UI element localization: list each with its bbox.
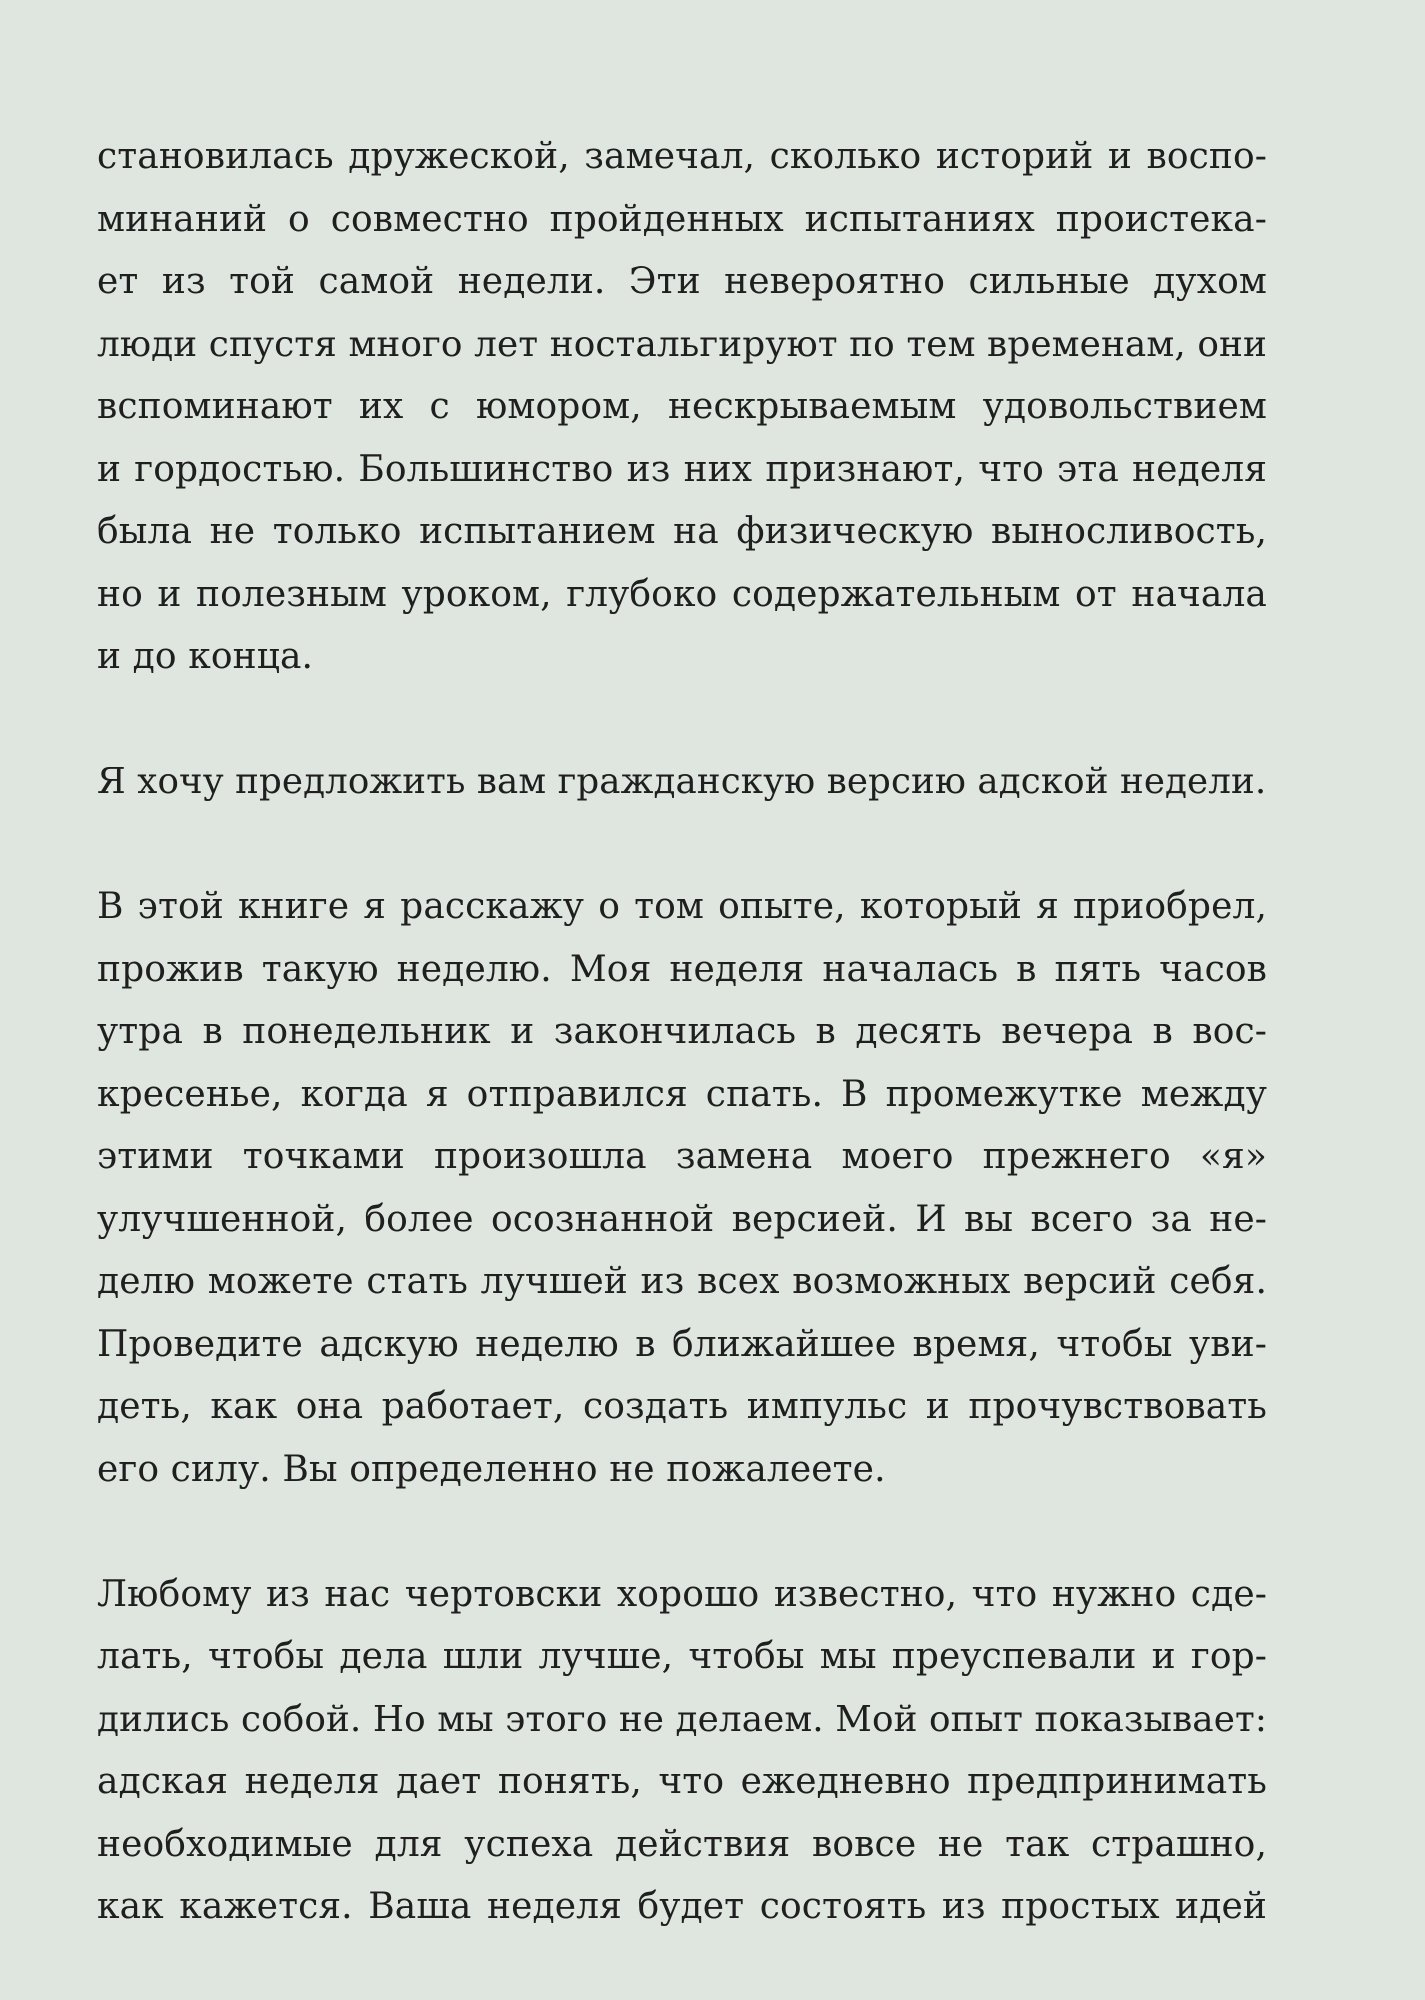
text-line: Я хочу предложить вам гражданскую версию адской недели. <box>97 761 1267 802</box>
body-text <box>97 126 1267 1939</box>
text-line: улучшенной, более осознанной версией. И вы всего за не- <box>97 1198 1267 1240</box>
text-line: утра в понедельник и закончилась в десять вечера в вос- <box>97 1011 1267 1052</box>
text-line: дились собой. Но мы этого не делаем. Мой опыт показывает: <box>97 1698 1267 1740</box>
text-line: необходимые для успеха действия вовсе не так страшно, <box>97 1823 1267 1865</box>
text-line: Проведите адскую неделю в ближайшее время, чтобы уви- <box>97 1323 1267 1365</box>
text-line: адская неделя дает понять, что ежедневно предпринимать <box>97 1761 1267 1802</box>
paragraph-1 <box>97 126 1267 689</box>
text-line: прожив такую неделю. Моя неделя началась в пять часов <box>97 948 1267 990</box>
text-line: ет из той самой недели. Эти невероятно сильные духом <box>97 261 1267 302</box>
text-line: В этой книге я расскажу о том опыте, который я приобрел, <box>97 886 1267 927</box>
paragraph-3 <box>97 876 1267 1501</box>
text-line: была не только испытанием на физическую выносливость, <box>97 511 1267 552</box>
text-line: этими точками произошла замена моего прежнего «я» <box>97 1136 1267 1177</box>
text-line: лать, чтобы дела шли лучше, чтобы мы преуспевали и гор- <box>97 1636 1267 1677</box>
text-line: деть, как она работает, создать импульс и прочувствовать <box>97 1386 1267 1427</box>
text-line: но и полезным уроком, глубоко содержательным от начала <box>97 573 1267 615</box>
text-line: делю можете стать лучшей из всех возможных версий себя. <box>97 1261 1267 1302</box>
text-line: вспоминают их с юмором, нескрываемым удовольствием <box>97 386 1267 427</box>
paragraph-4 <box>97 1564 1267 1939</box>
paragraph-spacer <box>97 689 1267 752</box>
text-line: минаний о совместно пройденных испытаниях проистека- <box>97 198 1267 240</box>
text-line: как кажется. Ваша неделя будет состоять из простых идей <box>97 1886 1267 1927</box>
text-line: кресенье, когда я отправился спать. В промежутке между <box>97 1073 1267 1115</box>
paragraph-2 <box>97 751 1267 814</box>
paragraph-spacer <box>97 1501 1267 1564</box>
text-line: его силу. Вы определенно не пожалеете. <box>97 1448 886 1490</box>
text-line: и до конца. <box>97 636 314 677</box>
text-line: и гордостью. Большинство из них признают, что эта неделя <box>97 448 1267 490</box>
text-line: становилась дружеской, замечал, сколько историй и воспо- <box>97 136 1267 177</box>
text-line: Любому из нас чертовски хорошо известно, что нужно сде- <box>97 1573 1267 1615</box>
paragraph-spacer <box>97 814 1267 877</box>
text-line: люди спустя много лет ностальгируют по тем временам, они <box>97 323 1267 365</box>
